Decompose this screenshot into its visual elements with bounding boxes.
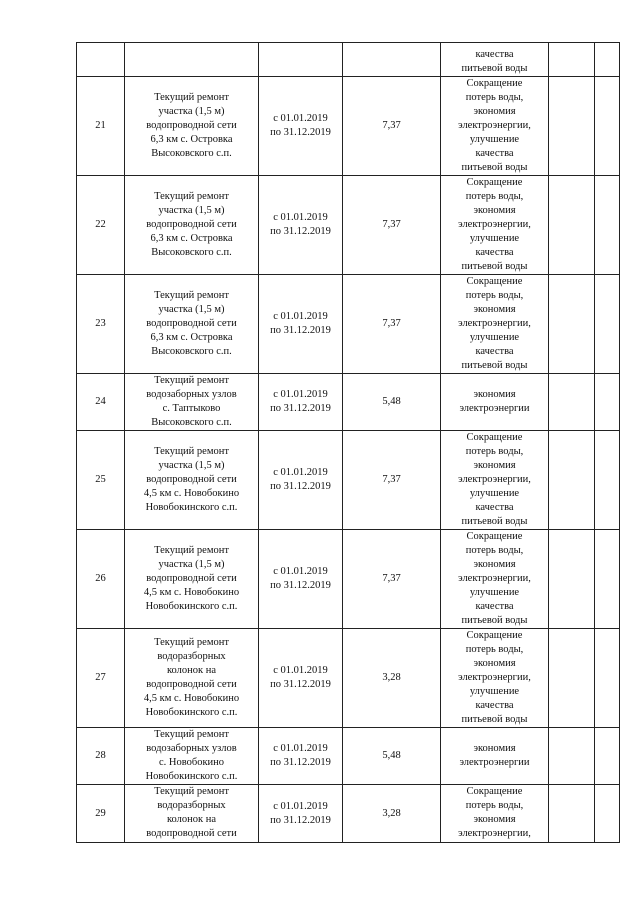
work-period	[259, 43, 343, 77]
table-row	[77, 728, 620, 785]
work-period: с 01.01.2019 по 31.12.2019	[259, 785, 343, 843]
work-cost: 7,37	[343, 176, 441, 275]
table-row	[77, 176, 620, 275]
measures-table	[76, 42, 620, 843]
empty-cell	[595, 374, 620, 431]
work-effect: экономия электроэнергии	[441, 728, 549, 785]
row-number	[77, 43, 125, 77]
work-name: Текущий ремонт участка (1,5 м) водопроводной сети 6,3 км с. Островка Высоковского с.п.	[125, 77, 259, 176]
work-effect: Сокращение потерь воды, экономия электроэнергии,	[441, 785, 549, 843]
work-period: с 01.01.2019 по 31.12.2019	[259, 530, 343, 629]
work-period: с 01.01.2019 по 31.12.2019	[259, 77, 343, 176]
work-cost: 7,37	[343, 431, 441, 530]
row-number: 23	[77, 275, 125, 374]
empty-cell	[595, 431, 620, 530]
row-number: 28	[77, 728, 125, 785]
work-name: Текущий ремонт водоразборных колонок на водопроводной сети	[125, 785, 259, 843]
row-number: 26	[77, 530, 125, 629]
empty-cell	[549, 77, 595, 176]
work-period: с 01.01.2019 по 31.12.2019	[259, 431, 343, 530]
table-row	[77, 530, 620, 629]
table-row	[77, 629, 620, 728]
empty-cell	[549, 374, 595, 431]
work-cost: 7,37	[343, 530, 441, 629]
work-name: Текущий ремонт участка (1,5 м) водопроводной сети 6,3 км с. Островка Высоковского с.п.	[125, 176, 259, 275]
work-effect: Сокращение потерь воды, экономия электроэнергии, улучшение качества питьевой воды	[441, 431, 549, 530]
row-number: 22	[77, 176, 125, 275]
work-period: с 01.01.2019 по 31.12.2019	[259, 374, 343, 431]
empty-cell	[549, 43, 595, 77]
row-number: 21	[77, 77, 125, 176]
table-row	[77, 43, 620, 77]
work-period: с 01.01.2019 по 31.12.2019	[259, 176, 343, 275]
work-period: с 01.01.2019 по 31.12.2019	[259, 728, 343, 785]
row-number: 27	[77, 629, 125, 728]
row-number: 29	[77, 785, 125, 843]
work-cost: 3,28	[343, 629, 441, 728]
empty-cell	[595, 728, 620, 785]
work-cost	[343, 43, 441, 77]
work-name: Текущий ремонт участка (1,5 м) водопроводной сети 4,5 км с. Новобокино Новобокинского с.п.	[125, 530, 259, 629]
work-effect: Сокращение потерь воды, экономия электроэнергии, улучшение качества питьевой воды	[441, 77, 549, 176]
table-row	[77, 77, 620, 176]
work-name: Текущий ремонт водозаборных узлов с. Таптыково Высоковского с.п.	[125, 374, 259, 431]
work-name: Текущий ремонт водозаборных узлов с. Новобокино Новобокинского с.п.	[125, 728, 259, 785]
work-name: Текущий ремонт водоразборных колонок на водопроводной сети 4,5 км с. Новобокино Новобокинского с.п.	[125, 629, 259, 728]
empty-cell	[549, 530, 595, 629]
empty-cell	[549, 176, 595, 275]
work-effect: Сокращение потерь воды, экономия электроэнергии, улучшение качества питьевой воды	[441, 629, 549, 728]
empty-cell	[549, 431, 595, 530]
work-period: с 01.01.2019 по 31.12.2019	[259, 275, 343, 374]
work-cost: 5,48	[343, 374, 441, 431]
work-name: Текущий ремонт участка (1,5 м) водопроводной сети 6,3 км с. Островка Высоковского с.п.	[125, 275, 259, 374]
work-cost: 5,48	[343, 728, 441, 785]
empty-cell	[595, 176, 620, 275]
empty-cell	[549, 275, 595, 374]
empty-cell	[595, 785, 620, 843]
empty-cell	[549, 629, 595, 728]
work-cost: 7,37	[343, 77, 441, 176]
work-cost: 3,28	[343, 785, 441, 843]
work-cost: 7,37	[343, 275, 441, 374]
work-effect: Сокращение потерь воды, экономия электроэнергии, улучшение качества питьевой воды	[441, 275, 549, 374]
empty-cell	[595, 43, 620, 77]
empty-cell	[595, 530, 620, 629]
table-row	[77, 275, 620, 374]
empty-cell	[549, 728, 595, 785]
table-row	[77, 785, 620, 843]
work-name: Текущий ремонт участка (1,5 м) водопроводной сети 4,5 км с. Новобокино Новобокинского с.п.	[125, 431, 259, 530]
row-number: 24	[77, 374, 125, 431]
work-effect: Сокращение потерь воды, экономия электроэнергии, улучшение качества питьевой воды	[441, 530, 549, 629]
work-effect: качества питьевой воды	[441, 43, 549, 77]
work-effect: экономия электроэнергии	[441, 374, 549, 431]
empty-cell	[595, 275, 620, 374]
table-row	[77, 374, 620, 431]
work-name	[125, 43, 259, 77]
work-period: с 01.01.2019 по 31.12.2019	[259, 629, 343, 728]
work-effect: Сокращение потерь воды, экономия электроэнергии, улучшение качества питьевой воды	[441, 176, 549, 275]
empty-cell	[549, 785, 595, 843]
empty-cell	[595, 77, 620, 176]
row-number: 25	[77, 431, 125, 530]
empty-cell	[595, 629, 620, 728]
table-row	[77, 431, 620, 530]
